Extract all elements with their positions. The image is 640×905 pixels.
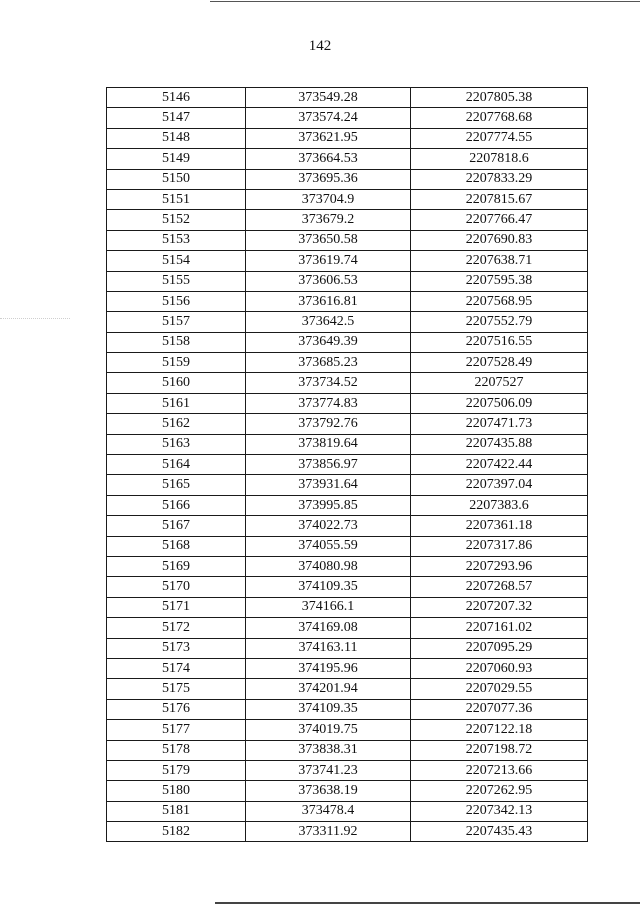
table-row — [107, 679, 588, 699]
point-number-cell: 5173 — [107, 638, 246, 658]
table-row — [107, 393, 588, 413]
point-number-cell: 5163 — [107, 434, 246, 454]
scan-artifact-dots — [0, 318, 70, 320]
table-row — [107, 699, 588, 719]
x-coordinate-cell: 374019.75 — [246, 720, 411, 740]
point-number-cell: 5153 — [107, 230, 246, 250]
table-row — [107, 251, 588, 271]
table-row — [107, 577, 588, 597]
x-coordinate-cell: 373574.24 — [246, 108, 411, 128]
table-row — [107, 740, 588, 760]
x-coordinate-cell: 373621.95 — [246, 128, 411, 148]
point-number-cell: 5182 — [107, 822, 246, 842]
y-coordinate-cell: 2207397.04 — [411, 475, 588, 495]
y-coordinate-cell: 2207293.96 — [411, 556, 588, 576]
table-row — [107, 556, 588, 576]
y-coordinate-cell: 2207361.18 — [411, 516, 588, 536]
table-row — [107, 475, 588, 495]
table-row — [107, 536, 588, 556]
x-coordinate-cell: 373741.23 — [246, 760, 411, 780]
y-coordinate-cell: 2207766.47 — [411, 210, 588, 230]
table-row — [107, 210, 588, 230]
point-number-cell: 5154 — [107, 251, 246, 271]
y-coordinate-cell: 2207690.83 — [411, 230, 588, 250]
table-row — [107, 128, 588, 148]
y-coordinate-cell: 2207527 — [411, 373, 588, 393]
page-number: 142 — [308, 38, 332, 54]
coordinates-table-body — [107, 88, 588, 842]
y-coordinate-cell: 2207422.44 — [411, 455, 588, 475]
x-coordinate-cell: 374163.11 — [246, 638, 411, 658]
point-number-cell: 5155 — [107, 271, 246, 291]
x-coordinate-cell: 374166.1 — [246, 597, 411, 617]
table-row — [107, 618, 588, 638]
x-coordinate-cell: 373664.53 — [246, 149, 411, 169]
point-number-cell: 5149 — [107, 149, 246, 169]
y-coordinate-cell: 2207383.6 — [411, 495, 588, 515]
x-coordinate-cell: 374055.59 — [246, 536, 411, 556]
table-row — [107, 455, 588, 475]
table-row — [107, 781, 588, 801]
x-coordinate-cell: 374109.35 — [246, 699, 411, 719]
point-number-cell: 5179 — [107, 760, 246, 780]
point-number-cell: 5167 — [107, 516, 246, 536]
y-coordinate-cell: 2207317.86 — [411, 536, 588, 556]
y-coordinate-cell: 2207471.73 — [411, 414, 588, 434]
table-row — [107, 373, 588, 393]
table-row — [107, 658, 588, 678]
x-coordinate-cell: 373792.76 — [246, 414, 411, 434]
point-number-cell: 5172 — [107, 618, 246, 638]
x-coordinate-cell: 373774.83 — [246, 393, 411, 413]
y-coordinate-cell: 2207774.55 — [411, 128, 588, 148]
y-coordinate-cell: 2207435.88 — [411, 434, 588, 454]
y-coordinate-cell: 2207207.32 — [411, 597, 588, 617]
x-coordinate-cell: 373838.31 — [246, 740, 411, 760]
x-coordinate-cell: 373931.64 — [246, 475, 411, 495]
x-coordinate-cell: 373478.4 — [246, 801, 411, 821]
x-coordinate-cell: 374195.96 — [246, 658, 411, 678]
coordinates-table — [106, 87, 588, 842]
point-number-cell: 5181 — [107, 801, 246, 821]
x-coordinate-cell: 373606.53 — [246, 271, 411, 291]
y-coordinate-cell: 2207552.79 — [411, 312, 588, 332]
point-number-cell: 5176 — [107, 699, 246, 719]
point-number-cell: 5168 — [107, 536, 246, 556]
point-number-cell: 5169 — [107, 556, 246, 576]
table-row — [107, 189, 588, 209]
table-row — [107, 801, 588, 821]
x-coordinate-cell: 373856.97 — [246, 455, 411, 475]
table-row — [107, 169, 588, 189]
table-row — [107, 291, 588, 311]
y-coordinate-cell: 2207060.93 — [411, 658, 588, 678]
table-row — [107, 271, 588, 291]
y-coordinate-cell: 2207213.66 — [411, 760, 588, 780]
x-coordinate-cell: 373650.58 — [246, 230, 411, 250]
point-number-cell: 5162 — [107, 414, 246, 434]
y-coordinate-cell: 2207638.71 — [411, 251, 588, 271]
point-number-cell: 5160 — [107, 373, 246, 393]
x-coordinate-cell: 373995.85 — [246, 495, 411, 515]
y-coordinate-cell: 2207516.55 — [411, 332, 588, 352]
scan-edge-line-top — [210, 1, 640, 2]
point-number-cell: 5164 — [107, 455, 246, 475]
table-row — [107, 516, 588, 536]
point-number-cell: 5175 — [107, 679, 246, 699]
point-number-cell: 5151 — [107, 189, 246, 209]
y-coordinate-cell: 2207095.29 — [411, 638, 588, 658]
x-coordinate-cell: 373642.5 — [246, 312, 411, 332]
x-coordinate-cell: 373679.2 — [246, 210, 411, 230]
table-row — [107, 597, 588, 617]
table-row — [107, 822, 588, 842]
x-coordinate-cell: 373734.52 — [246, 373, 411, 393]
table-row — [107, 149, 588, 169]
y-coordinate-cell: 2207833.29 — [411, 169, 588, 189]
y-coordinate-cell: 2207029.55 — [411, 679, 588, 699]
y-coordinate-cell: 2207077.36 — [411, 699, 588, 719]
point-number-cell: 5178 — [107, 740, 246, 760]
point-number-cell: 5146 — [107, 88, 246, 108]
point-number-cell: 5170 — [107, 577, 246, 597]
scan-edge-line-bottom — [215, 902, 640, 904]
table-row — [107, 230, 588, 250]
point-number-cell: 5156 — [107, 291, 246, 311]
point-number-cell: 5177 — [107, 720, 246, 740]
point-number-cell: 5180 — [107, 781, 246, 801]
point-number-cell: 5159 — [107, 353, 246, 373]
x-coordinate-cell: 374109.35 — [246, 577, 411, 597]
x-coordinate-cell: 373695.36 — [246, 169, 411, 189]
table-row — [107, 638, 588, 658]
table-row — [107, 720, 588, 740]
x-coordinate-cell: 374201.94 — [246, 679, 411, 699]
y-coordinate-cell: 2207268.57 — [411, 577, 588, 597]
point-number-cell: 5157 — [107, 312, 246, 332]
table-row — [107, 434, 588, 454]
y-coordinate-cell: 2207768.68 — [411, 108, 588, 128]
table-row — [107, 353, 588, 373]
point-number-cell: 5152 — [107, 210, 246, 230]
point-number-cell: 5171 — [107, 597, 246, 617]
x-coordinate-cell: 373685.23 — [246, 353, 411, 373]
x-coordinate-cell: 373616.81 — [246, 291, 411, 311]
y-coordinate-cell: 2207262.95 — [411, 781, 588, 801]
y-coordinate-cell: 2207568.95 — [411, 291, 588, 311]
x-coordinate-cell: 373619.74 — [246, 251, 411, 271]
x-coordinate-cell: 373549.28 — [246, 88, 411, 108]
x-coordinate-cell: 373638.19 — [246, 781, 411, 801]
point-number-cell: 5161 — [107, 393, 246, 413]
y-coordinate-cell: 2207161.02 — [411, 618, 588, 638]
x-coordinate-cell: 374022.73 — [246, 516, 411, 536]
x-coordinate-cell: 373704.9 — [246, 189, 411, 209]
point-number-cell: 5174 — [107, 658, 246, 678]
point-number-cell: 5147 — [107, 108, 246, 128]
y-coordinate-cell: 2207528.49 — [411, 353, 588, 373]
point-number-cell: 5150 — [107, 169, 246, 189]
x-coordinate-cell: 373649.39 — [246, 332, 411, 352]
y-coordinate-cell: 2207198.72 — [411, 740, 588, 760]
y-coordinate-cell: 2207435.43 — [411, 822, 588, 842]
y-coordinate-cell: 2207815.67 — [411, 189, 588, 209]
y-coordinate-cell: 2207805.38 — [411, 88, 588, 108]
table-row — [107, 88, 588, 108]
y-coordinate-cell: 2207342.13 — [411, 801, 588, 821]
point-number-cell: 5148 — [107, 128, 246, 148]
table-row — [107, 414, 588, 434]
table-row — [107, 760, 588, 780]
point-number-cell: 5165 — [107, 475, 246, 495]
y-coordinate-cell: 2207595.38 — [411, 271, 588, 291]
y-coordinate-cell: 2207506.09 — [411, 393, 588, 413]
point-number-cell: 5158 — [107, 332, 246, 352]
y-coordinate-cell: 2207122.18 — [411, 720, 588, 740]
table-row — [107, 108, 588, 128]
y-coordinate-cell: 2207818.6 — [411, 149, 588, 169]
table-row — [107, 312, 588, 332]
table-row — [107, 495, 588, 515]
table-row — [107, 332, 588, 352]
x-coordinate-cell: 374169.08 — [246, 618, 411, 638]
point-number-cell: 5166 — [107, 495, 246, 515]
x-coordinate-cell: 373819.64 — [246, 434, 411, 454]
x-coordinate-cell: 373311.92 — [246, 822, 411, 842]
x-coordinate-cell: 374080.98 — [246, 556, 411, 576]
